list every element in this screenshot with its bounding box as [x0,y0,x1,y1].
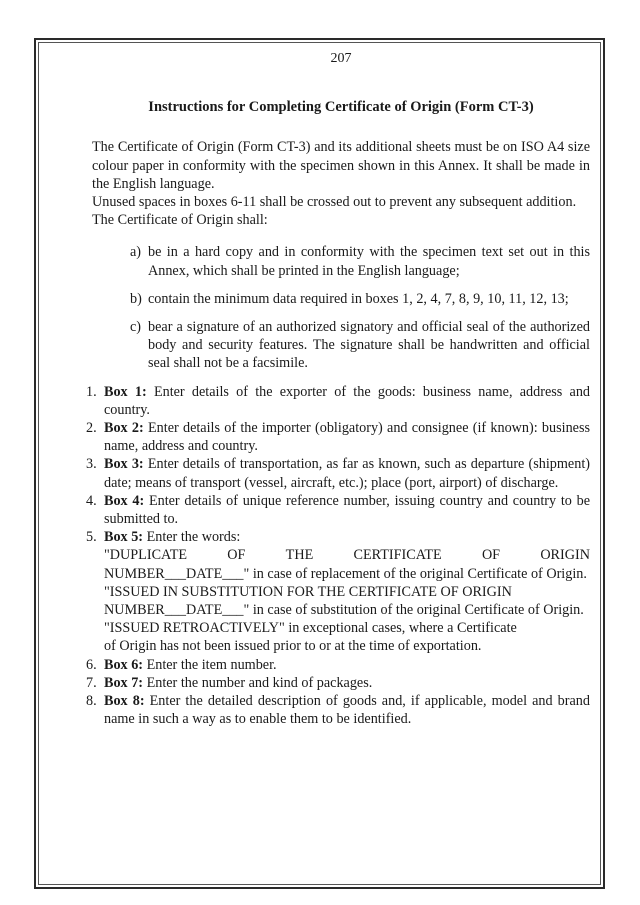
box-label: Box 8: [104,693,145,710]
box-instruction-item [88,674,590,692]
phrase-word: CERTIFICATE [353,547,442,564]
box-label: Box 1: [104,383,147,400]
box-text: Enter the item number. [146,656,277,673]
box-label: Box 4: [104,492,145,509]
box-label: Box 6: [104,656,144,673]
box-instruction-item [88,455,590,491]
item-number: 3. [86,456,97,473]
box-text: Enter details of the importer (obligatory) and consignee (if known): business name, address and country. [104,420,591,455]
requirement-item [92,243,590,279]
box-text: Enter the detailed description of goods and, if applicable, model and brand name in such a way as to enable them to be identified. [104,693,590,728]
phrase-word: OF [227,547,246,564]
requirement-text: contain the minimum data required in boxes 1, 2, 4, 7, 8, 9, 10, 11, 12, 13; [148,290,569,307]
phrase-word: ORIGIN [540,547,590,564]
box5-phrase-line: "ISSUED RETROACTIVELY" in exceptional cases, where a Certificate [104,620,517,637]
intro-paragraph: The Certificate of Origin (Form CT-3) and its additional sheets must be on ISO A4 size colour paper in conformity with the specimen shown in this Annex. It shall be made in the English language. [92,139,590,192]
box5-phrase-text: of Origin has not been issued prior to or at the time of exportation. [104,638,482,655]
box-instruction-item [88,692,590,728]
box5-phrase-text: NUMBER___DATE___" in case of substitution of the original Certificate of Origin. [104,602,584,619]
box-label: Box 2: [104,420,144,437]
box5-phrase-text: NUMBER___DATE___" in case of replacement of the original Certificate of Origin. [104,565,587,582]
item-number: 6. [86,656,97,673]
requirement-marker: c) [130,319,142,336]
item-number: 7. [86,674,97,691]
box-instruction-item [88,528,590,655]
box5-phrase-line: "ISSUED IN SUBSTITUTION FOR THE CERTIFICATE OF ORIGIN [104,583,512,600]
intro-paragraph: Unused spaces in boxes 6-11 shall be crossed out to prevent any subsequent addition. [92,194,577,211]
box-text: Enter the number and kind of packages. [146,674,373,691]
phrase-word: "DUPLICATE [104,547,188,564]
phrase-word: OF [481,547,501,564]
box-text: Enter details of the exporter of the goods: business name, address and country. [104,383,591,418]
box-instruction-item [88,656,590,674]
box-instruction-item [88,383,590,419]
box-label: Box 5: [104,529,144,546]
box-text: Enter the words: [146,529,241,546]
requirement-marker: a) [130,244,142,261]
requirement-item [92,318,590,373]
box5-phrase-line [104,546,590,564]
box-instruction-item [88,419,590,455]
box-instruction-item [88,492,590,528]
item-number: 5. [86,529,97,546]
box-label: Box 7: [104,674,144,691]
requirement-text: bear a signature of an authorized signatory and official seal of the authorized body and security features. The signature shall be handwritten and official seal shall not be a facsimile. [148,319,590,372]
box-text: Enter details of unique reference number, issuing country and country to be submitted to. [104,492,591,528]
requirement-text: be in a hard copy and in conformity with the specimen text set out in this Annex, which shall be printed in the English language; [148,244,590,279]
requirements-list [92,243,590,372]
intro-paragraph: The Certificate of Origin shall: [92,212,268,229]
box-text: Enter details of transportation, as far as known, such as departure (shipment) date; means of transport (vessel, aircraft, etc.); place (port, airport) of discharge. [104,456,590,491]
document-title: Instructions for Completing Certificate of Origin (Form CT-3) [148,99,534,116]
item-number: 8. [86,693,97,710]
requirement-marker: b) [130,290,142,307]
box-label: Box 3: [104,456,144,473]
requirement-item [92,290,590,308]
item-number: 1. [86,383,97,400]
item-number: 2. [86,420,97,437]
box-instructions-list [86,383,591,729]
page-number: 207 [330,51,352,66]
phrase-word: THE [285,547,314,564]
item-number: 4. [86,492,97,509]
document-body [86,50,591,729]
